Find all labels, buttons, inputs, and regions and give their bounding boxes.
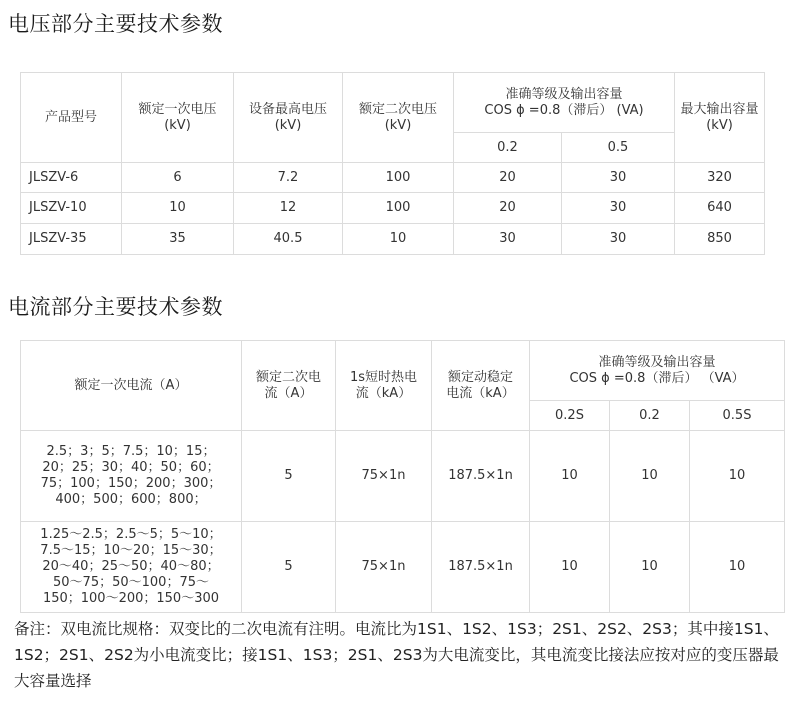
current-ratio-cell: 2.5；3；5；7.5；10；15； 20；25；30；40；50；60； 75；100；150；200；300； 400；500；600；800； [21,431,242,522]
table-cell: 20 [454,163,562,193]
table-cell: 35 [122,224,234,255]
table-cell: 10 [530,431,610,522]
table-cell: 5 [242,522,336,613]
table-cell: 30 [562,163,675,193]
table-cell: 12 [234,193,343,224]
table-cell: 187.5×1n [432,522,530,613]
header-model: 产品型号 [21,73,122,163]
header-class-0.2S: 0.2S [530,401,610,431]
header-short-time-current: 1s短时热电 流（kA） [336,341,432,431]
header-max-voltage: 设备最高电压 (kV) [234,73,343,163]
table-cell: 30 [562,193,675,224]
table-cell: 10 [690,522,785,613]
header-rated-primary-voltage: 额定一次电压 (kV) [122,73,234,163]
table-row [21,193,765,224]
model-cell: JLSZV-35 [21,224,122,255]
table-cell: 5 [242,431,336,522]
voltage-spec-table [20,72,765,255]
table-cell: 640 [675,193,765,224]
table-cell: 100 [343,163,454,193]
header-max-output: 最大输出容量 (kV) [675,73,765,163]
table-cell: 10 [690,431,785,522]
model-cell: JLSZV-6 [21,163,122,193]
table-cell: 75×1n [336,522,432,613]
table-cell: 40.5 [234,224,343,255]
table-row [21,163,765,193]
header-rated-primary-current: 额定一次电流（A） [21,341,242,431]
table-cell: 7.2 [234,163,343,193]
header-accuracy-output: 准确等级及输出容量 COS ϕ =0.8（滞后） (VA) [454,73,675,133]
current-spec-table [20,340,785,613]
table-row [21,522,785,613]
table-cell: 75×1n [336,431,432,522]
current-section-title: 电流部分主要技术参数 [8,295,223,319]
header-class-0.5: 0.5 [562,133,675,163]
table-cell: 850 [675,224,765,255]
table-cell: 10 [343,224,454,255]
table-row [21,224,765,255]
header-class-0.2: 0.2 [610,401,690,431]
model-cell: JLSZV-10 [21,193,122,224]
header-class-0.5S: 0.5S [690,401,785,431]
table-cell: 320 [675,163,765,193]
table-cell: 20 [454,193,562,224]
table-cell: 30 [454,224,562,255]
table-cell: 10 [610,431,690,522]
table-cell: 10 [530,522,610,613]
remark-note: 备注：双电流比规格：双变比的二次电流有注明。电流比为1S1、1S2、1S3；2S1、2S2、2S3；其中接1S1、1S2；2S1、2S2为小电流变比；接1S1、1S3；2S1、2S3为大电流变比，其电流变比接法应按对应的变压器最大容量选择 [14,620,779,690]
header-dynamic-current: 额定动稳定 电流（kA） [432,341,530,431]
table-cell: 187.5×1n [432,431,530,522]
current-ratio-cell: 1.25～2.5；2.5～5；5～10； 7.5～15；10～20；15～30； 20～40；25～50；40～80； 50～75；50～100；75～ 150；100～200；150～300 [21,522,242,613]
voltage-section-title: 电压部分主要技术参数 [8,12,223,36]
table-row [21,431,785,522]
table-cell: 100 [343,193,454,224]
header-rated-secondary-voltage: 额定二次电压 (kV) [343,73,454,163]
table-cell: 10 [122,193,234,224]
table-cell: 10 [610,522,690,613]
table-cell: 30 [562,224,675,255]
header-rated-secondary-current: 额定二次电 流（A） [242,341,336,431]
header-class-0.2: 0.2 [454,133,562,163]
header-accuracy-output: 准确等级及输出容量 COS ϕ =0.8（滞后） （VA） [530,341,785,401]
table-cell: 6 [122,163,234,193]
